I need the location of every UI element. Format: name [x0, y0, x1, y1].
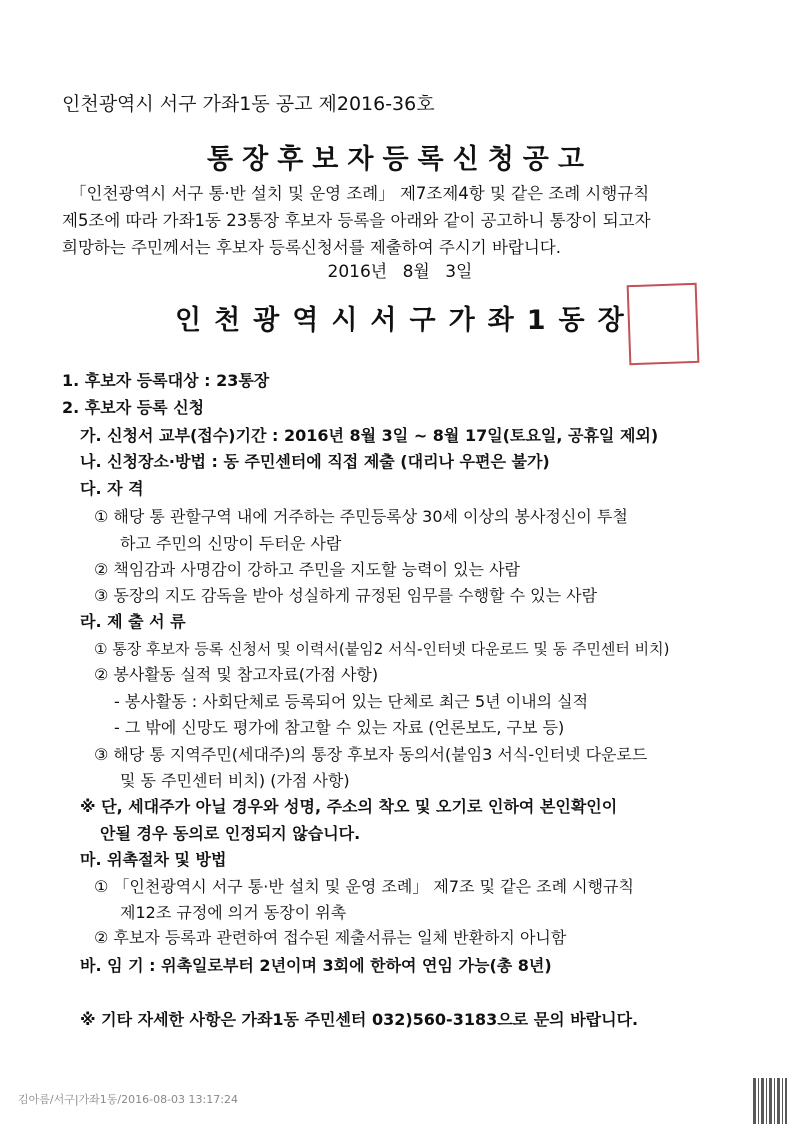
- contact-note: ※ 기타 자세한 사항은 가좌1동 주민센터 032)560-3183으로 문의 바랍니다.: [80, 1010, 639, 1029]
- notice-number: 인천광역시 서구 가좌1동 공고 제2016-36호: [62, 93, 435, 115]
- list-item: ② 후보자 등록과 관련하여 접수된 제출서류는 일체 반환하지 아니함: [94, 928, 567, 947]
- list-item: - 봉사활동 : 사회단체로 등록되어 있는 단체로 최근 5년 이내의 실적: [114, 692, 589, 711]
- list-item: ② 책임감과 사명감이 강하고 주민을 지도할 능력이 있는 사람: [94, 560, 520, 579]
- section-1: 1. 후보자 등록대상 : 23통장: [62, 371, 270, 390]
- list-item: ① 통장 후보자 등록 신청서 및 이력서(붙임2 서식-인터넷 다운로드 및 동 주민센터 비치): [94, 640, 670, 658]
- intro-line: 희망하는 주민께서는 후보자 등록신청서를 제출하여 주시기 바랍니다.: [62, 238, 561, 257]
- item-ra: 라. 제 출 서 류: [80, 612, 186, 631]
- item-da: 다. 자 격: [80, 479, 144, 498]
- notice-date: 2016년 8월 3일: [327, 262, 473, 282]
- qr-code-icon: [753, 1078, 787, 1124]
- list-item: ③ 해당 통 지역주민(세대주)의 통장 후보자 동의서(붙임3 서식-인터넷 다운로드: [94, 745, 648, 764]
- list-item: ③ 동장의 지도 감독을 받아 성실하게 규정된 임무를 수행할 수 있는 사람: [94, 586, 598, 605]
- warning-note: 안될 경우 동의로 인정되지 않습니다.: [100, 824, 361, 843]
- item-ga: 가. 신청서 교부(접수)기간 : 2016년 8월 3일 ~ 8월 17일(토요일, 공휴일 제외): [80, 426, 659, 445]
- list-item: - 그 밖에 신망도 평가에 참고할 수 있는 자료 (언론보도, 구보 등): [114, 718, 565, 737]
- issuer-name: 인천광역시서구가좌1동장: [175, 305, 637, 336]
- official-seal: [627, 283, 700, 365]
- list-item: 하고 주민의 신망이 두터운 사람: [120, 534, 342, 553]
- list-item: ② 봉사활동 실적 및 참고자료(가점 사항): [94, 665, 379, 684]
- item-ba: 바. 임 기 : 위촉일로부터 2년이며 3회에 한하여 연임 가능(총 8년): [80, 956, 552, 975]
- list-item: 제12조 규정에 의거 동장이 위촉: [120, 903, 347, 922]
- warning-note: ※ 단, 세대주가 아닐 경우와 성명, 주소의 착오 및 오기로 인하여 본인확인이: [80, 797, 618, 816]
- item-na: 나. 신청장소·방법 : 동 주민센터에 직접 제출 (대리나 우편은 불가): [80, 452, 550, 471]
- section-2: 2. 후보자 등록 신청: [62, 398, 205, 417]
- intro-line: 제5조에 따라 가좌1동 23통장 후보자 등록을 아래와 같이 공고하니 통장이 되고자: [62, 211, 651, 230]
- intro-line: 「인천광역시 서구 통·반 설치 및 운영 조례」 제7조제4항 및 같은 조례 시행규칙: [70, 184, 650, 203]
- item-ma: 마. 위촉절차 및 방법: [80, 850, 227, 869]
- list-item: ① 해당 통 관할구역 내에 거주하는 주민등록상 30세 이상의 봉사정신이 투철: [94, 507, 628, 526]
- list-item: ① 「인천광역시 서구 통·반 설치 및 운영 조례」 제7조 및 같은 조례 시행규칙: [94, 877, 634, 896]
- document-title: 통장후보자등록신청공고: [207, 144, 593, 175]
- list-item: 및 동 주민센터 비치) (가점 사항): [120, 771, 350, 790]
- print-footer: 김아름/서구|가좌1동/2016-08-03 13:17:24: [18, 1093, 238, 1106]
